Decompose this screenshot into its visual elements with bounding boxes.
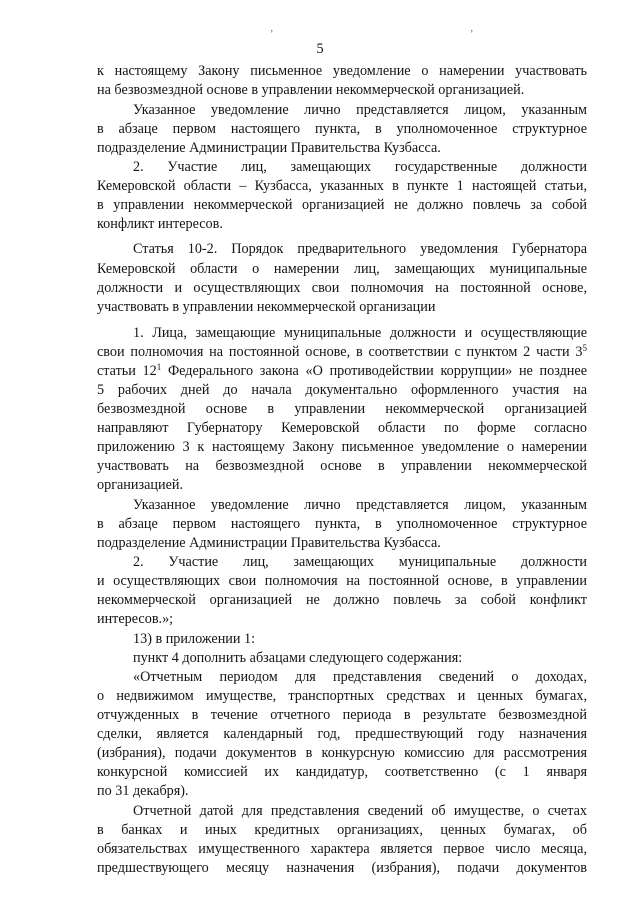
text-line: в банках и иных кредитных организациях, ценных бумагах, об bbox=[97, 822, 587, 838]
text-line: 13) в приложении 1: bbox=[133, 631, 256, 647]
text-line: в управлении некоммерческой организацией не должно повлечь за собой bbox=[97, 197, 587, 213]
scan-mark: ʼ bbox=[470, 29, 474, 40]
text-line: должности и осуществляющих свои полномочия на постоянной основе, bbox=[97, 280, 587, 296]
text-line: подразделение Администрации Правительства Кузбасса. bbox=[97, 535, 441, 551]
text-line: предшествующего месяцу назначения (избрания), подачи документов bbox=[97, 860, 587, 876]
text-line bbox=[97, 362, 587, 381]
text-line: о недвижимом имуществе, транспортных средствах и ценных бумагах, bbox=[97, 688, 587, 704]
text-line: 5 рабочих дней до начала документально оформленного участия на bbox=[97, 382, 587, 398]
text-line: Кемеровской области – Кузбасса, указанных в пункте 1 настоящей статьи, bbox=[97, 178, 587, 194]
text-line: интересов.»; bbox=[97, 611, 174, 627]
text-line: Указанное уведомление лично представляется лицом, указанным bbox=[133, 102, 587, 118]
text-line: 2. Участие лиц, замещающих муниципальные должности bbox=[133, 554, 587, 570]
text-segment: свои полномочия на постоянной основе, в соответствии с пунктом 2 части 3 bbox=[97, 344, 583, 360]
text-line: безвозмездной основе в управлении некоммерческой организацией bbox=[97, 401, 587, 417]
superscript: 5 bbox=[582, 343, 587, 353]
text-line: по 31 декабря). bbox=[97, 783, 189, 799]
text-line: 2. Участие лиц, замещающих государственные должности bbox=[133, 159, 587, 175]
text-line: приложению 3 к настоящему Закону письменное уведомление о намерении bbox=[97, 439, 587, 455]
text-line bbox=[97, 343, 587, 362]
text-line: подразделение Администрации Правительства Кузбасса. bbox=[97, 140, 441, 156]
text-line: пункт 4 дополнить абзацами следующего содержания: bbox=[133, 650, 463, 666]
text-line: в абзаце первом настоящего пункта, в уполномоченное структурное bbox=[97, 516, 587, 532]
text-line: участвовать на безвозмездной основе в управлении некоммерческой bbox=[97, 458, 587, 474]
text-line: конфликт интересов. bbox=[97, 216, 223, 232]
text-segment: статьи 12 bbox=[97, 363, 157, 379]
superscript: 1 bbox=[156, 362, 162, 372]
text-line: в абзаце первом настоящего пункта, в уполномоченное структурное bbox=[97, 121, 587, 137]
page-number: 5 bbox=[316, 41, 324, 57]
text-line: Отчетной датой для представления сведений об имуществе, о счетах bbox=[133, 803, 587, 819]
text-line: Кемеровской области о намерении лиц, замещающих муниципальные bbox=[97, 261, 587, 277]
text-line: Указанное уведомление лично представляется лицом, указанным bbox=[133, 497, 587, 513]
text-line: 1. Лица, замещающие муниципальные должности и осуществляющие bbox=[133, 325, 587, 341]
text-line: участвовать в управлении некоммерческой организации bbox=[97, 299, 436, 315]
text-line: отчужденных в течение отчетного периода в результате безвозмездной bbox=[97, 707, 587, 723]
text-line: «Отчетным периодом для представления сведений о доходах, bbox=[133, 669, 587, 685]
text-line: Статья 10-2. Порядок предварительного уведомления Губернатора bbox=[133, 241, 587, 257]
text-segment: Федерального закона «О противодействии коррупции» не позднее bbox=[161, 363, 587, 379]
scan-mark: ʼ bbox=[270, 29, 274, 40]
text-line: некоммерческой организацией не должно повлечь за собой конфликт bbox=[97, 592, 587, 608]
text-line: направляют Губернатору Кемеровской области по форме согласно bbox=[97, 420, 587, 436]
text-line: (избрания), подачи документов в конкурсную комиссию для рассмотрения bbox=[97, 745, 587, 761]
text-line: организацией. bbox=[97, 477, 184, 493]
text-line: и осуществляющих свои полномочия на постоянной основе, в управлении bbox=[97, 573, 587, 589]
text-line: обязательствах имущественного характера является первое число месяца, bbox=[97, 841, 587, 857]
text-line: сделки, является календарный год, предшествующий году назначения bbox=[97, 726, 587, 742]
text-line: на безвозмездной основе в управлении некоммерческой организацией. bbox=[97, 82, 525, 98]
text-line: конкурсной комиссией их кандидатур, соответственно (с 1 января bbox=[97, 764, 587, 780]
text-line: к настоящему Закону письменное уведомление о намерении участвовать bbox=[97, 63, 587, 79]
